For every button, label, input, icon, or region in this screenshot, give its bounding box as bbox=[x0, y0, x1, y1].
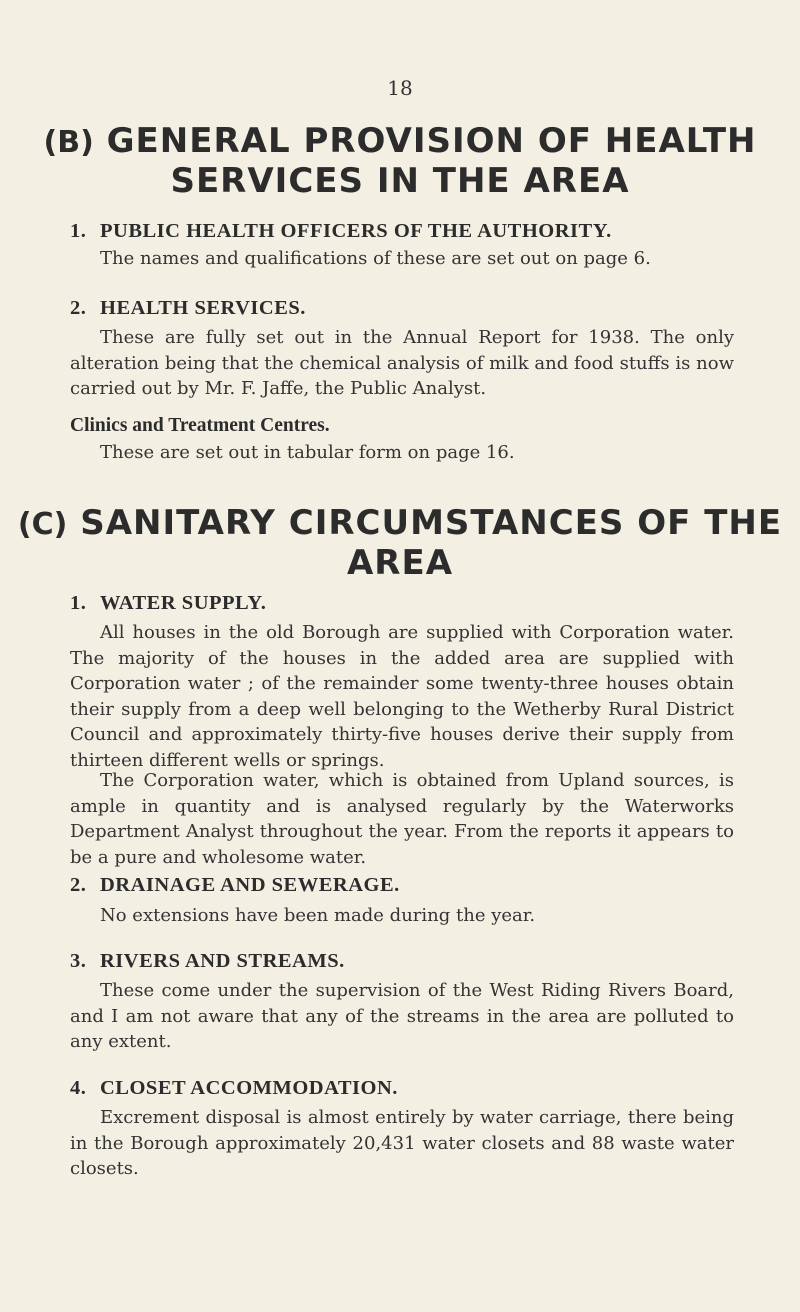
clinics-heading: Clinics and Treatment Centres. bbox=[70, 415, 330, 436]
section-c-title-line2: AREA bbox=[346, 543, 454, 583]
section-c-title bbox=[0, 502, 800, 546]
page-number: 18 bbox=[387, 76, 413, 100]
section-b-title bbox=[0, 120, 800, 164]
section-c-marker: (C) bbox=[17, 507, 68, 542]
section-c-item-1-text2: The Corporation water, which is obtained from Upland sources, is ample in quantity and is analysed regularly by the Waterworks Department Analyst throughout the year. From the reports it appears to be a pure and wholesome water. bbox=[70, 770, 734, 868]
section-c-item-2-text: No extensions have been made during the year. bbox=[100, 905, 536, 926]
section-b-item-1-text: The names and qualifications of these are set out on page 6. bbox=[100, 248, 651, 269]
section-c-item-1-heading: 1. WATER SUPPLY. bbox=[70, 592, 267, 614]
section-c-item-1-text: All houses in the old Borough are supplied with Corporation water. The majority of the houses in the added area are supplied with Corporation water ; of the remainder some twenty-three houses obtain their supply from a deep well belonging to the Wetherby Rural District Council and approximately thirty-five houses derive their supply from thirteen different wells or springs. bbox=[70, 622, 734, 771]
section-b-title-line2: SERVICES IN THE AREA bbox=[170, 161, 630, 201]
section-b-title-line1: GENERAL PROVISION OF HEALTH bbox=[106, 121, 757, 161]
section-b-item-2-heading: 2. HEALTH SERVICES. bbox=[70, 297, 306, 319]
section-b-item-1-heading: 1. PUBLIC HEALTH OFFICERS OF THE AUTHORITY. bbox=[70, 220, 612, 242]
section-c-title-line1: SANITARY CIRCUMSTANCES OF THE bbox=[80, 503, 783, 543]
section-c-item-4-text: Excrement disposal is almost entirely by water carriage, there being in the Borough approximately 20,431 water closets and 88 waste water closets. bbox=[70, 1107, 734, 1179]
section-c-item-4-heading: 4. CLOSET ACCOMMODATION. bbox=[70, 1077, 398, 1099]
clinics-text: These are set out in tabular form on page 16. bbox=[100, 442, 515, 463]
section-c-item-3-heading: 3. RIVERS AND STREAMS. bbox=[70, 950, 345, 972]
section-c-item-2-heading: 2. DRAINAGE AND SEWERAGE. bbox=[70, 874, 400, 896]
section-b-item-2-text: These are fully set out in the Annual Report for 1938. The only alteration being that the chemical analysis of milk and food stuffs is now carried out by Mr. F. Jaffe, the Public Analyst. bbox=[70, 327, 734, 399]
section-b-marker: (B) bbox=[43, 125, 94, 160]
section-c-item-3-text: These come under the supervision of the West Riding Rivers Board, and I am not aware that any of the streams in the area are polluted to any extent. bbox=[70, 980, 734, 1052]
